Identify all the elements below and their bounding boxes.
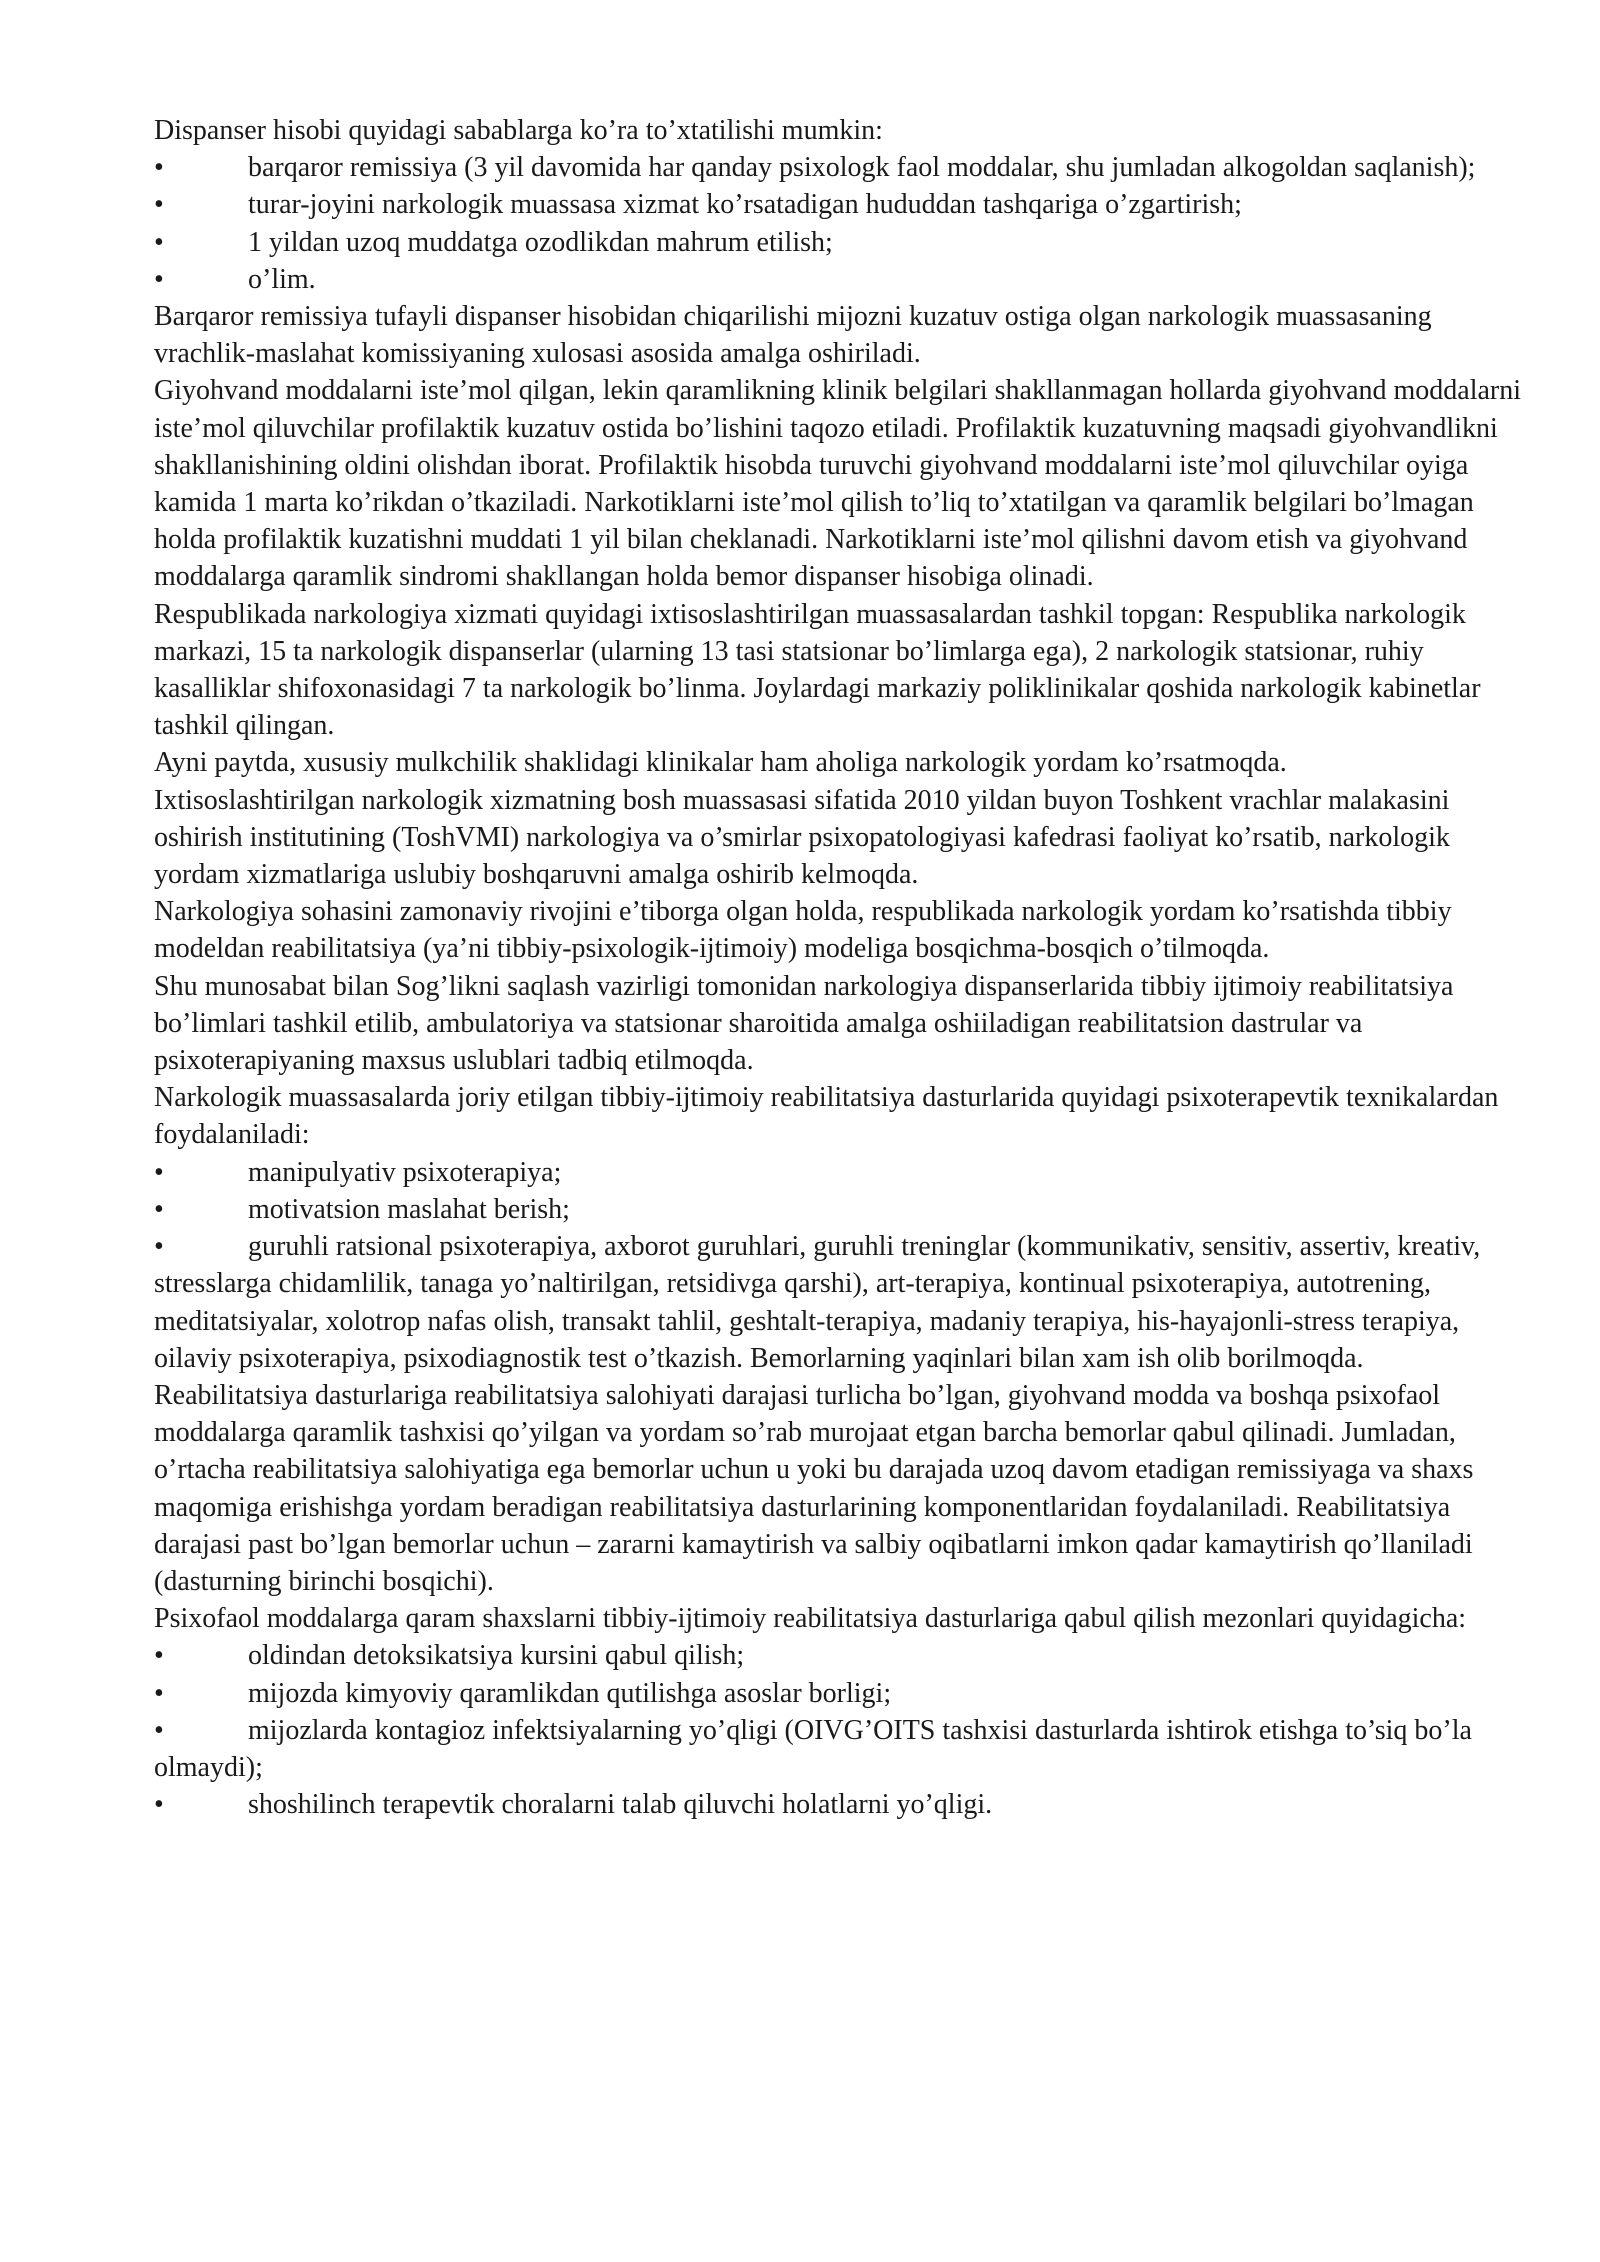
list-item-text: guruhli ratsional psixoterapiya, axborot guruhlari, guruhli treninglar (kommunikativ, sensitiv, assertiv, kreativ, stresslarga chidamlilik, tanaga yo’naltirilgan, retsidivga qarshi), art-terapiya, kontinual psixoterapiya, autotrening, meditatsiyalar, xolotrop nafas olish, transakt tahlil, geshtalt-terapiya, madaniy terapiya, his-hayajonli-stress terapiya, oilaviy psixoterapiya, psixodiagnostik test o’tkazish. Bemorlarning yaqinlari bilan xam ish olib borilmoqda.: [154, 1231, 1481, 1374]
paragraph: Barqaror remissiya tufayli dispanser hisobidan chiqarilishi mijozni kuzatuv ostiga olgan narkologik muassasaning vrachlik-maslahat komissiyaning xulosasi asosida amalga oshiriladi.: [154, 301, 1432, 370]
bullet: •: [154, 263, 164, 295]
paragraph: Respublikada narkologiya xizmati quyidagi ixtisoslashtirilgan muassasalardan tashkil topgan: Respublika narkologik markazi, 15 ta narkologik dispanserlar (ularning 13 tasi statsionar bo’limlarga ega), 2 narkologik statsionar, ruhiy kasalliklar shifoxonasidagi 7 ta narkologik bo’linma. Joylardagi markaziy poliklinikalar qoshida narkologik kabinetlar tashkil qilingan.: [154, 598, 1481, 742]
paragraph: Ixtisoslashtirilgan narkologik xizmatning bosh muassasasi sifatida 2010 yildan buyon Toshkent vrachlar malakasini oshirish institutining (ToshVMI) narkologiya va o’smirlar psixopatologiyasi kafedrasi faoliyat ko’rsatib, narkologik yordam xizmatlariga uslubiy boshqaruvni amalga oshirib kelmoqda.: [154, 784, 1450, 891]
list-item: [154, 1154, 1524, 1191]
list-item: [154, 224, 1524, 261]
bullet: •: [154, 1714, 164, 1746]
paragraph: Shu munosabat bilan Sog’likni saqlash vazirligi tomonidan narkologiya dispanserlarida tibbiy ijtimoiy reabilitatsiya bo’limlari tashkil etilib, ambulatoriya va statsionar sharoitida amalga oshiiladigan reabilitatsion dastrular va psixoterapiyaning maxsus uslublari tadbiq etilmoqda.: [154, 970, 1454, 1077]
paragraph: Giyohvand moddalarni iste’mol qilgan, lekin qaramlikning klinik belgilari shakllanmagan hollarda giyohvand moddalarni iste’mol qiluvchilar profilaktik kuzatuv ostida bo’lishini taqozo etiladi. Profilaktik kuzatuvning maqsadi giyohvandlikni shakllanishining oldini olishdan iborat. Profilaktik hisobda turuvchi giyohvand moddalarni iste’mol qiluvchilar oyiga kamida 1 marta ko’rikdan o’tkaziladi. Narkotiklarni iste’mol qilish to’liq to’xtatilgan va qaramlik belgilari bo’lmagan holda profilaktik kuzatishni muddati 1 yil bilan cheklanadi. Narkotiklarni iste’mol qilishni davom etish va giyohvand moddalarga qaramlik sindromi shakllangan holda bemor dispanser hisobiga olinadi.: [154, 375, 1522, 593]
bullet: •: [154, 226, 164, 258]
list-item-text: barqaror remissiya (3 yil davomida har qanday psixologk faol moddalar, shu jumladan alkogoldan saqlanish);: [248, 152, 1476, 184]
bullet: •: [154, 1156, 164, 1188]
list-item-text: o’lim.: [248, 263, 316, 295]
paragraph: Narkologiya sohasini zamonaviy rivojini e’tiborga olgan holda, respublikada narkologik yordam ko’rsatishda tibbiy modeldan reabilitatsiya (ya’ni tibbiy-psixologik-ijtimoiy) modeliga bosqichma-bosqich o’tilmoqda.: [154, 896, 1452, 965]
paragraph: Ayni paytda, xususiy mulkchilik shaklidagi klinikalar ham aholiga narkologik yordam ko’rsatmoqda.: [154, 747, 1287, 779]
document-page: [154, 112, 1524, 1823]
bullet: •: [154, 152, 164, 184]
list-item: [154, 1191, 1524, 1228]
paragraph: Dispanser hisobi quyidagi sabablarga ko’ra to’xtatilishi mumkin:: [154, 115, 883, 146]
list-item: [154, 1228, 1524, 1377]
list-item: [154, 186, 1524, 223]
list-item: [154, 149, 1524, 186]
list-item-text: manipulyativ psixoterapiya;: [248, 1156, 562, 1188]
bullet: •: [154, 1193, 164, 1225]
bullet: •: [154, 189, 164, 221]
list-item: [154, 1786, 1524, 1823]
list-item: [154, 1712, 1524, 1786]
list-item-text: motivatsion maslahat berish;: [248, 1193, 570, 1225]
list-item-text: mijozda kimyoviy qaramlikdan qutilishga asoslar borligi;: [248, 1677, 892, 1709]
list-item: [154, 261, 1524, 298]
bullet: •: [154, 1789, 164, 1821]
list-item-text: turar-joyini narkologik muassasa xizmat ko’rsatadigan hududdan tashqariga o’zgartirish;: [248, 189, 1242, 221]
paragraph: Reabilitatsiya dasturlariga reabilitatsiya salohiyati darajasi turlicha bo’lgan, giyohvand modda va boshqa psixofaol moddalarga qaramlik tashxisi qo’yilgan va yordam so’rab murojaat etgan barcha bemorlar qabul qilinadi. Jumladan, o’rtacha reabilitatsiya salohiyatiga ega bemorlar uchun u yoki bu darajada uzoq davom etadigan remissiyaga va shaxs maqomiga erishishga yordam beradigan reabilitatsiya dasturlarining komponentlaridan foydalaniladi. Reabilitatsiya darajasi past bo’lgan bemorlar uchun – zararni kamaytirish va salbiy oqibatlarni imkon qadar kamaytirish qo’llaniladi (dasturning birinchi bosqichi).: [154, 1379, 1474, 1597]
list-item-text: mijozlarda kontagioz infektsiyalarning yo’qligi (OIVG’OITS tashxisi dasturlarda ishtirok etishga to’siq bo’la olmaydi);: [154, 1714, 1472, 1783]
paragraph: Psixofaol moddalarga qaram shaxslarni tibbiy-ijtimoiy reabilitatsiya dasturlariga qabul qilish mezonlari quyidagicha:: [154, 1603, 1467, 1635]
bullet: •: [154, 1677, 164, 1709]
bullet: •: [154, 1640, 164, 1672]
paragraph: Narkologik muassasalarda joriy etilgan tibbiy-ijtimoiy reabilitatsiya dasturlarida quyidagi psixoterapevtik texnikalardan foydalaniladi:: [154, 1082, 1499, 1151]
bullet: •: [154, 1231, 164, 1263]
list-item: [154, 1675, 1524, 1712]
list-item-text: shoshilinch terapevtik choralarni talab qiluvchi holatlarni yo’qligi.: [248, 1789, 993, 1821]
list-item-text: 1 yildan uzoq muddatga ozodlikdan mahrum etilish;: [248, 226, 833, 258]
list-item: [154, 1637, 1524, 1674]
list-item-text: oldindan detoksikatsiya kursini qabul qilish;: [248, 1640, 745, 1672]
